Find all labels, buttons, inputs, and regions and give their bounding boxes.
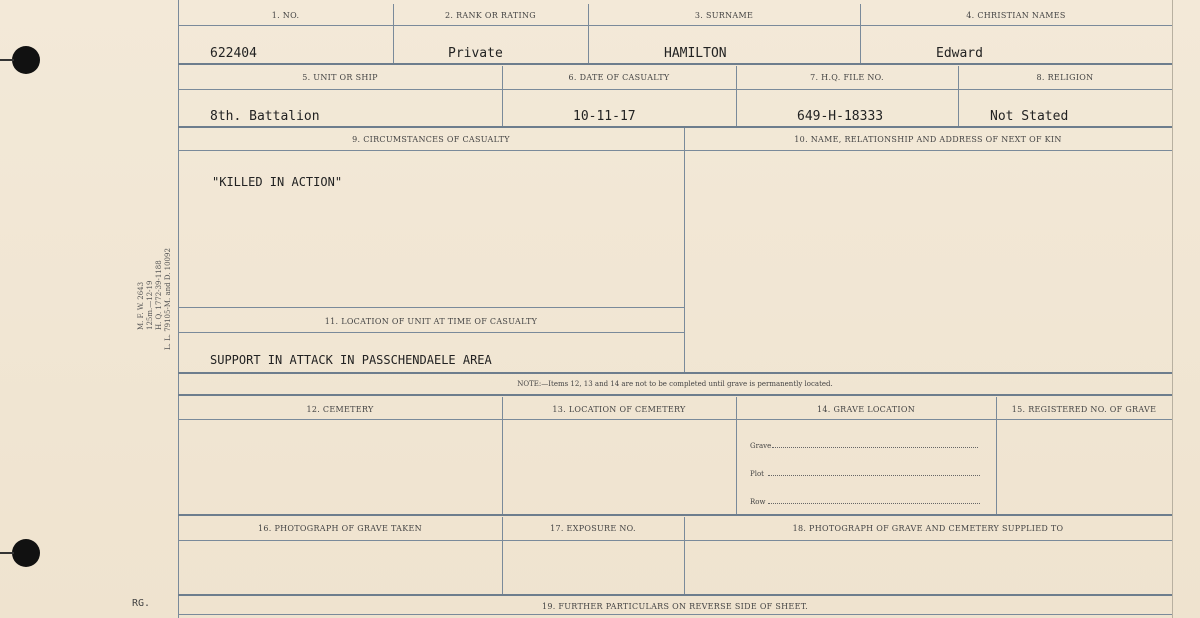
- header-religion: 8. RELIGION: [1036, 73, 1094, 82]
- row4-bottom-rule: [178, 514, 1172, 516]
- side-print-line2: 125m.—12-19: [146, 280, 154, 330]
- punch-hole-bottom: [12, 539, 40, 567]
- row3-header-rule: [178, 150, 1172, 151]
- header-location-unit: 11. LOCATION OF UNIT AT TIME OF CASUALTY: [324, 317, 538, 326]
- header-unit: 5. UNIT OR SHIP: [302, 73, 378, 82]
- header-next-of-kin: 10. NAME, RELATIONSHIP AND ADDRESS OF NEXT OF KIN: [794, 135, 1062, 144]
- right-edge-rule: [1172, 0, 1173, 618]
- value-religion: Not Stated: [990, 109, 1069, 124]
- value-rank: Private: [448, 46, 503, 61]
- header-exposure: 17. EXPOSURE NO.: [550, 524, 636, 533]
- row1-bottom-rule: [178, 63, 1172, 65]
- header-grave-location: 14. GRAVE LOCATION: [816, 405, 915, 414]
- punch-hole-bottom-mark: [0, 552, 14, 554]
- row4-divider-3: [996, 397, 997, 514]
- header-surname: 3. SURNAME: [694, 11, 754, 20]
- value-surname: HAMILTON: [664, 46, 727, 61]
- corner-mark: RG.: [132, 598, 151, 609]
- plot-field-label: Plot: [750, 470, 764, 478]
- row-field-line: [768, 503, 980, 504]
- row2-bottom-rule: [178, 126, 1172, 128]
- punch-hole-top-mark: [0, 59, 14, 61]
- header-cemetery: 12. CEMETERY: [306, 405, 374, 414]
- note-top-rule: [178, 372, 1172, 374]
- grave-field-label: Grave: [750, 442, 772, 450]
- value-circumstances: "KILLED IN ACTION": [212, 175, 343, 189]
- value-christian-names: Edward: [936, 46, 983, 61]
- header-hq-file: 7. H.Q. FILE NO.: [810, 73, 884, 82]
- side-print-line3: H. Q. 1772-39-1188: [155, 260, 163, 330]
- row4-divider-2: [736, 397, 737, 514]
- row5-header-rule: [178, 540, 1172, 541]
- punch-hole-top: [12, 46, 40, 74]
- note-text: NOTE:—Items 12, 13 and 14 are not to be completed until grave is permanently located.: [517, 380, 833, 388]
- header-photo-taken: 16. PHOTOGRAPH OF GRAVE TAKEN: [258, 524, 422, 533]
- header-christian-names: 4. CHRISTIAN NAMES: [966, 11, 1066, 20]
- value-location-unit: SUPPORT IN ATTACK IN PASSCHENDAELE AREA: [210, 353, 492, 367]
- location-unit-top-rule: [178, 307, 684, 308]
- header-circumstances: 9. CIRCUMSTANCES OF CASUALTY: [352, 135, 510, 144]
- row4-divider-1: [502, 397, 503, 514]
- value-no: 622404: [210, 46, 257, 61]
- header-registered-no: 15. REGISTERED NO. OF GRAVE: [1011, 405, 1157, 414]
- side-print-line1: M. F. W. 2643: [137, 281, 145, 330]
- row-field-label: Row: [750, 498, 766, 506]
- note-bottom-rule: [178, 394, 1172, 396]
- footer-rule: [178, 614, 1172, 615]
- header-rank: 2. RANK OR RATING: [445, 11, 536, 20]
- location-unit-header-rule: [178, 332, 684, 333]
- grave-field-line: [772, 447, 978, 448]
- plot-field-line: [768, 475, 980, 476]
- header-no: 1. NO.: [271, 11, 300, 20]
- header-date: 6. DATE OF CASUALTY: [568, 73, 670, 82]
- value-date: 10-11-17: [573, 109, 636, 124]
- row4-header-rule: [178, 419, 1172, 420]
- row5-bottom-rule: [178, 594, 1172, 596]
- header-photo-supplied: 18. PHOTOGRAPH OF GRAVE AND CEMETERY SUPPLIED TO: [792, 524, 1064, 533]
- value-hq-file: 649-H-18333: [797, 109, 884, 124]
- row3-divider: [684, 128, 685, 372]
- row1-header-rule: [178, 25, 1172, 26]
- row2-header-rule: [178, 89, 1172, 90]
- side-print-line4: L. L. 79105-M. and D. 10092: [164, 248, 172, 350]
- value-unit: 8th. Battalion: [210, 109, 320, 124]
- header-location-cemetery: 13. LOCATION OF CEMETERY: [552, 405, 686, 414]
- header-further-particulars: 19. FURTHER PARTICULARS ON REVERSE SIDE OF SHEET.: [541, 602, 809, 611]
